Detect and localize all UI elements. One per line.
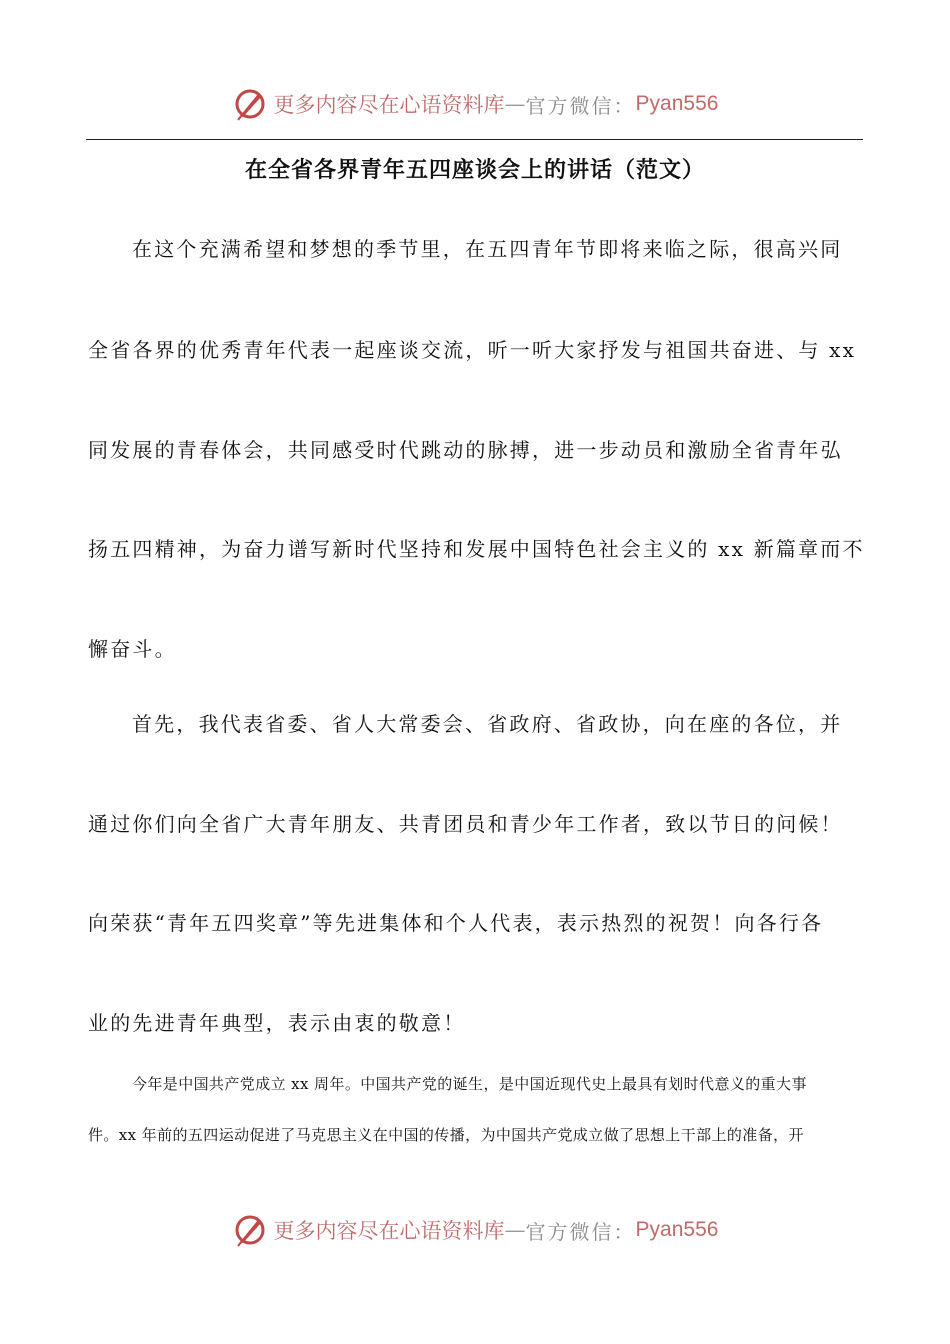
header-wechat-id: Pyan556 — [635, 92, 719, 115]
paragraph-line: 懈奋斗。 — [88, 637, 177, 661]
paragraph-line: 今年是中国共产党成立 xx 周年。中国共产党的诞生，是中国近现代史上最具有划时代意义的重大事 — [132, 1075, 807, 1093]
document-title: 在全省各界青年五四座谈会上的讲话（范文） — [244, 158, 705, 183]
footer-banner — [0, 1208, 950, 1252]
paragraph-line: 在这个充满希望和梦想的季节里，在五四青年节即将来临之际，很高兴同 — [132, 237, 843, 261]
header-divider — [86, 139, 863, 140]
paragraph-line: 首先，我代表省委、省人大常委会、省政府、省政协，向在座的各位，并 — [132, 712, 843, 736]
paragraph-line: 扬五四精神，为奋力谱写新时代坚持和发展中国特色社会主义的 xx 新篇章而不 — [88, 537, 865, 561]
footer-wechat-label: 官方微信： — [525, 1219, 636, 1244]
header-separator: — — [504, 92, 526, 116]
quill-logo-icon — [232, 86, 268, 122]
paragraph-line: 业的先进青年典型，表示由衷的敬意！ — [88, 1011, 466, 1035]
footer-brand-text: 更多内容尽在心语资料库 — [273, 1219, 505, 1243]
header-brand-text: 更多内容尽在心语资料库 — [273, 93, 505, 117]
quill-logo-icon — [232, 1212, 268, 1248]
header-wechat-label: 官方微信： — [525, 93, 636, 118]
paragraph-line: 向荣获“青年五四奖章”等先进集体和个人代表，表示热烈的祝贺！向各行各 — [88, 911, 824, 935]
header-banner — [0, 82, 950, 126]
paragraph-line: 通过你们向全省广大青年朋友、共青团员和青少年工作者，致以节日的问候！ — [88, 812, 843, 836]
paragraph-line: 同发展的青春体会，共同感受时代跳动的脉搏，进一步动员和激励全省青年弘 — [88, 438, 843, 462]
footer-wechat-id: Pyan556 — [635, 1218, 719, 1241]
paragraph-line: 全省各界的优秀青年代表一起座谈交流，听一听大家抒发与祖国共奋进、与 xx — [88, 338, 857, 362]
paragraph-line: 件。xx 年前的五四运动促进了马克思主义在中国的传播，为中国共产党成立做了思想上干部上的准备，开 — [88, 1126, 804, 1144]
footer-separator: — — [504, 1218, 526, 1242]
